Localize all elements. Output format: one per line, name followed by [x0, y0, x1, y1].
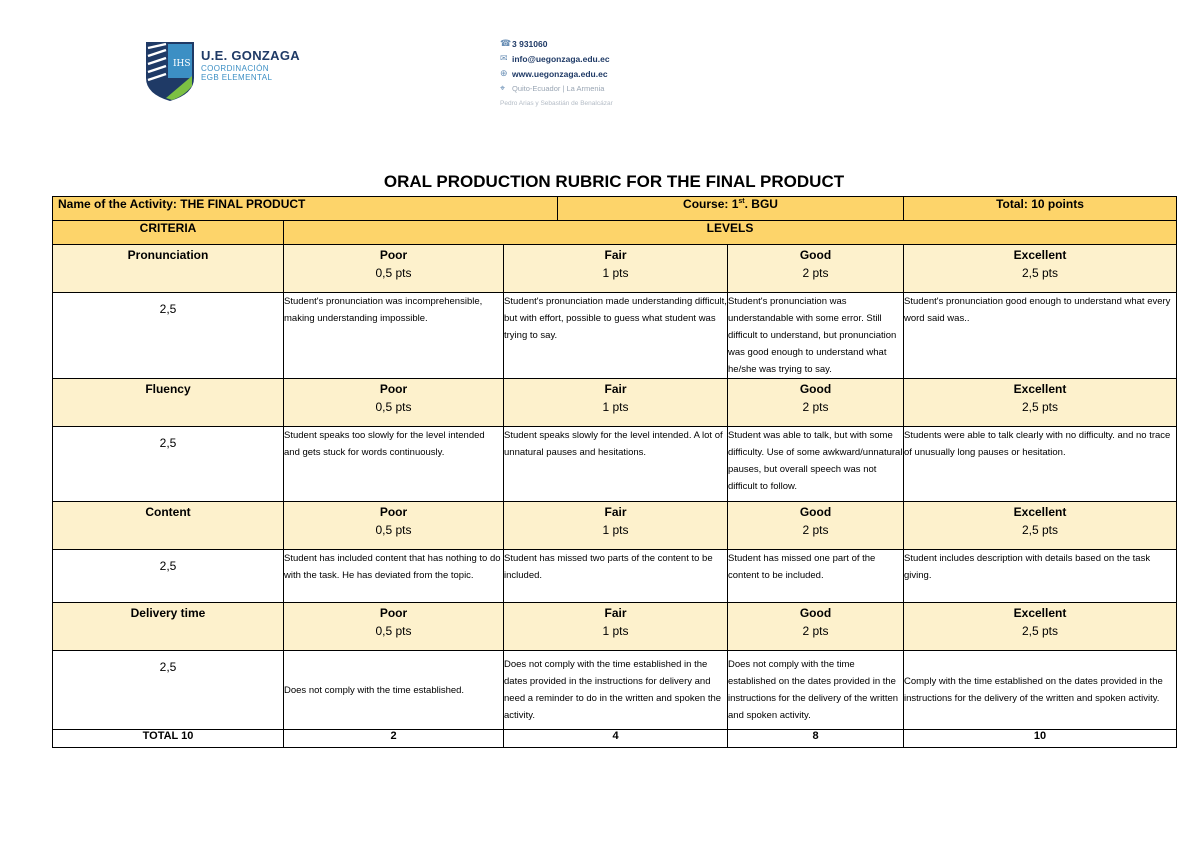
level-name: Fair [604, 505, 627, 519]
level-points: 0,5 pts [375, 266, 412, 280]
level-name: Poor [379, 606, 408, 620]
level-points: 1 pts [602, 523, 629, 537]
globe-icon: ⊕ [500, 68, 508, 78]
criterion-score: 2,5 [53, 427, 284, 502]
contact-phone-row [500, 36, 613, 51]
level-name: Good [799, 382, 832, 396]
level-name: Poor [379, 248, 408, 262]
contact-location-row [500, 81, 613, 96]
level-cell [284, 603, 504, 651]
level-row [53, 379, 1177, 427]
descriptor-row [53, 651, 1177, 730]
logo-school-name: U.E. GONZAGA [201, 48, 300, 63]
level-name: Poor [379, 382, 408, 396]
level-points: 2 pts [802, 624, 829, 638]
descriptor-cell: Student was able to talk, but with some difficulty. Use of some awkward/unnatural pauses, but overall speech was not difficult to follow. [728, 427, 904, 502]
course-sup: st [738, 198, 745, 205]
logo-department: COORDINACIÓN [201, 64, 269, 73]
level-points: 2 pts [802, 266, 829, 280]
criterion-score: 2,5 [53, 293, 284, 379]
total-points: Total: 10 points [904, 197, 1177, 221]
level-points: 0,5 pts [375, 523, 412, 537]
level-cell [728, 603, 904, 651]
criterion-label: Delivery time [130, 606, 206, 620]
contact-location: Quito-Ecuador | La Armenia [512, 84, 605, 93]
course-info [558, 197, 904, 221]
activity-name: Name of the Activity: THE FINAL PRODUCT [53, 197, 558, 221]
level-points: 2,5 pts [1021, 400, 1059, 414]
level-cell [504, 502, 728, 550]
descriptor-row [53, 293, 1177, 379]
location-pin-icon: ⌖ [500, 83, 506, 93]
descriptor-cell: Student's pronunciation good enough to understand what every word said was.. [904, 293, 1177, 379]
contact-address: Pedro Arias y Sebastián de Benalcázar [500, 100, 613, 107]
logo-text [201, 48, 300, 82]
course-prefix: Course: 1 [683, 197, 739, 211]
level-name: Good [799, 505, 832, 519]
contact-email[interactable]: info@uegonzaga.edu.ec [512, 53, 610, 64]
level-points: 2,5 pts [1021, 624, 1059, 638]
total-value: 8 [728, 730, 904, 748]
descriptor-cell: Student's pronunciation was understandable with some error. Still difficult to understand, but pronunciation was good enough to understand what he/she was trying to say. [728, 293, 904, 379]
criterion-score: 2,5 [53, 550, 284, 603]
level-points: 2,5 pts [1021, 523, 1059, 537]
descriptor-cell: Student has missed two parts of the content to be included. [504, 550, 728, 603]
level-points: 1 pts [602, 624, 629, 638]
level-points: 2 pts [802, 523, 829, 537]
criterion-label: Content [145, 505, 191, 519]
svg-text:IHS: IHS [173, 59, 191, 69]
descriptor-row [53, 550, 1177, 603]
level-points: 1 pts [602, 266, 629, 280]
contact-web-row [500, 66, 613, 81]
descriptor-cell: Student includes description with details based on the task giving. [904, 550, 1177, 603]
phone-icon: ☎ [500, 38, 512, 48]
total-row [53, 730, 1177, 748]
level-cell [284, 245, 504, 293]
criterion-name [53, 245, 284, 293]
level-row [53, 502, 1177, 550]
level-cell [284, 379, 504, 427]
level-name: Fair [604, 248, 627, 262]
level-cell [728, 245, 904, 293]
criterion-name [53, 502, 284, 550]
descriptor-cell: Comply with the time established on the dates provided in the instructions for the delivery of the written and spoken activity. [904, 651, 1177, 730]
criterion-score: 2,5 [53, 651, 284, 730]
descriptor-cell: Student speaks slowly for the level intended. A lot of unnatural pauses and hesitations. [504, 427, 728, 502]
level-name: Poor [379, 505, 408, 519]
course-suffix: . BGU [744, 197, 778, 211]
level-cell [284, 502, 504, 550]
level-cell [904, 502, 1177, 550]
descriptor-cell: Student's pronunciation made understanding difficult, but with effort, possible to guess what student was trying to say. [504, 293, 728, 379]
level-name: Fair [604, 606, 627, 620]
contact-phone: 3 931060 [512, 38, 548, 49]
logo-level: EGB ELEMENTAL [201, 73, 273, 82]
shield-logo-icon [144, 40, 196, 102]
info-row [53, 197, 1177, 221]
levels-header: LEVELS [284, 221, 1177, 245]
criterion-label: Fluency [145, 382, 191, 396]
contact-email-row [500, 51, 613, 66]
descriptor-cell: Does not comply with the time established. [284, 651, 504, 730]
descriptor-cell: Student's pronunciation was incomprehensible, making understanding impossible. [284, 293, 504, 379]
column-header-row [53, 221, 1177, 245]
contact-address-row [500, 96, 613, 111]
level-name: Excellent [1013, 505, 1067, 519]
level-cell [504, 379, 728, 427]
level-points: 2 pts [802, 400, 829, 414]
level-points: 2,5 pts [1021, 266, 1059, 280]
level-cell [504, 245, 728, 293]
contact-website[interactable]: www.uegonzaga.edu.ec [512, 68, 608, 79]
mail-icon: ✉ [500, 53, 508, 63]
level-cell [728, 502, 904, 550]
level-cell [728, 379, 904, 427]
level-name: Excellent [1013, 382, 1067, 396]
level-cell [904, 379, 1177, 427]
total-value: 4 [504, 730, 728, 748]
rubric-table [52, 196, 1177, 748]
level-cell [904, 603, 1177, 651]
level-name: Good [799, 606, 832, 620]
total-value: 10 [904, 730, 1177, 748]
level-cell [504, 603, 728, 651]
total-label: TOTAL 10 [53, 730, 284, 748]
level-name: Excellent [1013, 248, 1067, 262]
descriptor-cell: Student has included content that has nothing to do with the task. He has deviated from the topic. [284, 550, 504, 603]
criterion-label: Pronunciation [127, 248, 209, 262]
level-points: 0,5 pts [375, 624, 412, 638]
level-cell [904, 245, 1177, 293]
level-points: 0,5 pts [375, 400, 412, 414]
contact-info [500, 36, 613, 111]
level-row [53, 603, 1177, 651]
total-value: 2 [284, 730, 504, 748]
criteria-header: CRITERIA [53, 221, 284, 245]
level-row [53, 245, 1177, 293]
criterion-name [53, 603, 284, 651]
page-title: ORAL PRODUCTION RUBRIC FOR THE FINAL PRODUCT [383, 172, 845, 191]
level-name: Fair [604, 382, 627, 396]
descriptor-row [53, 427, 1177, 502]
descriptor-cell: Students were able to talk clearly with no difficulty. and no trace of unusually long pauses or hesitation. [904, 427, 1177, 502]
level-points: 1 pts [602, 400, 629, 414]
level-name: Good [799, 248, 832, 262]
criterion-name [53, 379, 284, 427]
descriptor-cell: Student has missed one part of the content to be included. [728, 550, 904, 603]
descriptor-cell: Does not comply with the time established in the dates provided in the instructions for delivery and need a reminder to do in the written and spoken the activity. [504, 651, 728, 730]
level-name: Excellent [1013, 606, 1067, 620]
descriptor-cell: Does not comply with the time established on the dates provided in the instructions for the delivery of the written and spoken activity. [728, 651, 904, 730]
descriptor-cell: Student speaks too slowly for the level intended and gets stuck for words continuously. [284, 427, 504, 502]
